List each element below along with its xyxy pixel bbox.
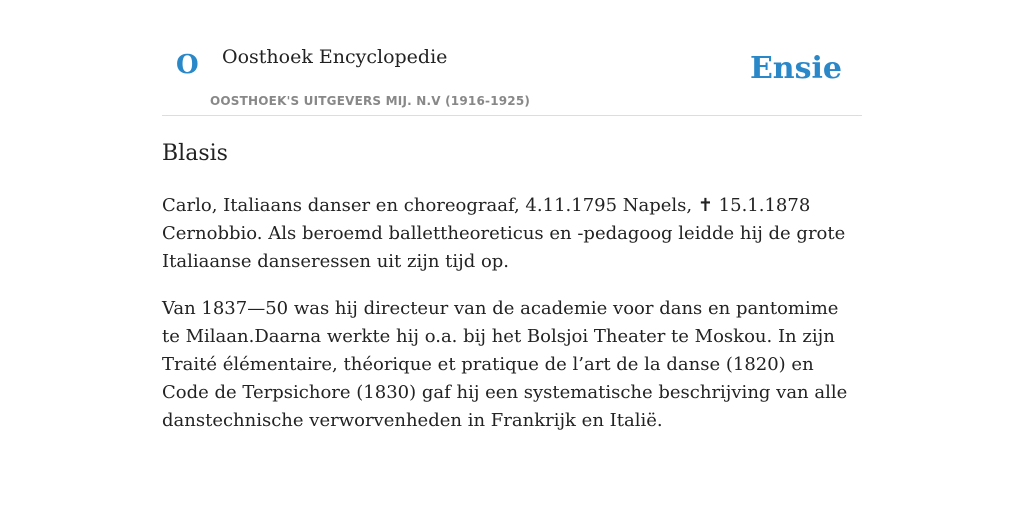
site-title-link[interactable]: Oosthoek Encyclopedie	[222, 46, 448, 68]
entry-paragraph-1: Carlo, Italiaans danser en choreograaf, 4.11.1795 Napels, ✝ 15.1.1878 Cernobbio. Als beroemd ballettheoreticus en -pedagoog leidde hij de grote Italiaanse danseressen uit zijn tijd op.	[162, 195, 846, 272]
site-header	[162, 0, 862, 116]
entry-title: Blasis	[162, 141, 228, 166]
entry-body	[162, 192, 862, 454]
publisher-subtitle: OOSTHOEK'S UITGEVERS MIJ. N.V (1916-1925)	[210, 94, 531, 108]
page	[162, 0, 862, 512]
oosthoek-logo[interactable]: O	[176, 50, 199, 80]
ensie-brand-link[interactable]: Ensie	[749, 51, 842, 86]
entry-paragraph-2: Van 1837—50 was hij directeur van de academie voor dans en pantomime te Milaan.Daarna werkte hij o.a. bij het Bolsjoi Theater te Moskou. In zijn Traité élémentaire, théorique et pratique de l’art de la danse (1820) en Code de Terpsichore (1830) gaf hij een systematische beschrijving van alle danstechnische verworvenheden in Frankrijk en Italië.	[162, 298, 848, 431]
